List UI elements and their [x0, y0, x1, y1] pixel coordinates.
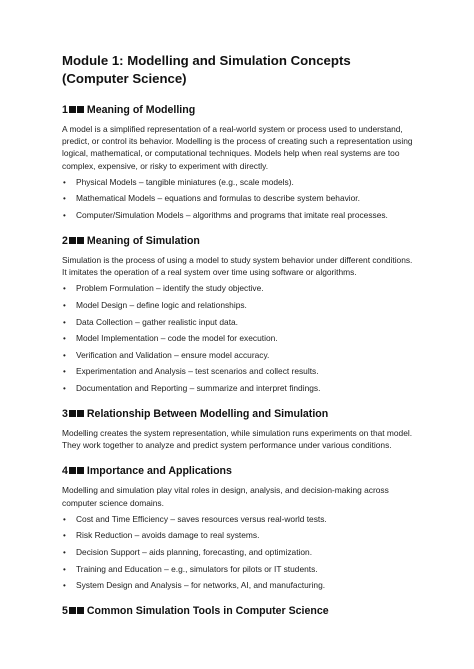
section-number: 2 — [62, 235, 68, 247]
bullet-icon: • — [63, 531, 66, 541]
section-title: Importance and Applications — [86, 465, 232, 478]
section-simulation-tools — [62, 604, 414, 618]
square-glyph-icon — [77, 607, 84, 614]
list-item-text: System Design and Analysis – for networks, AI, and manufacturing. — [76, 580, 326, 591]
bullet-icon: • — [63, 211, 66, 220]
bullet-icon: • — [63, 334, 66, 344]
section-relationship — [62, 407, 414, 451]
bullet-list — [62, 177, 414, 221]
list-item-text: Problem Formulation – identify the study objective. — [76, 283, 264, 294]
list-item-text: Training and Education – e.g., simulators for pilots or IT students. — [76, 563, 318, 574]
square-glyph-icon — [69, 237, 76, 244]
list-item — [62, 564, 414, 575]
section-number: 5 — [62, 605, 68, 618]
list-item — [62, 366, 414, 377]
section-paragraph: Modelling and simulation play vital roles in design, analysis, and decision-making across computer science domains. — [62, 485, 389, 508]
section-heading — [62, 103, 414, 117]
list-item — [62, 300, 414, 311]
square-glyph-icon — [69, 607, 76, 614]
list-item-text: Computer/Simulation Models – algorithms and programs that imitate real processes. — [76, 210, 388, 220]
section-number: 4 — [62, 465, 68, 478]
list-item-text: Decision Support – aids planning, forecasting, and optimization. — [76, 546, 313, 557]
bullet-list — [62, 514, 414, 591]
list-item — [62, 547, 414, 558]
bullet-icon: • — [63, 564, 66, 574]
list-item — [62, 514, 414, 525]
list-item-text: Model Design – define logic and relationships. — [76, 300, 247, 310]
list-item — [62, 383, 414, 394]
list-item-text: Model Implementation – code the model for execution. — [76, 333, 278, 344]
section-number: 1 — [62, 104, 68, 116]
document-title: Module 1: Modelling and Simulation Concepts (Computer Science) — [62, 53, 351, 86]
square-glyph-icon — [77, 410, 84, 417]
bullet-icon: • — [63, 581, 66, 591]
list-item-text: Cost and Time Efficiency – saves resources versus real-world tests. — [76, 513, 327, 524]
square-glyph-icon — [69, 410, 76, 417]
list-item-text: Verification and Validation – ensure model accuracy. — [76, 349, 270, 360]
list-item-text: Documentation and Reporting – summarize and interpret findings. — [76, 382, 321, 393]
bullet-icon: • — [63, 194, 66, 204]
bullet-icon: • — [63, 177, 66, 187]
square-glyph-icon — [77, 467, 84, 474]
list-item — [62, 283, 414, 294]
list-item-text: Risk Reduction – avoids damage to real systems. — [76, 530, 260, 541]
section-heading — [62, 464, 414, 478]
list-item — [62, 333, 414, 344]
list-item — [62, 177, 414, 188]
square-glyph-icon — [69, 467, 76, 474]
bullet-icon: • — [63, 367, 66, 377]
section-heading — [62, 407, 414, 421]
bullet-icon: • — [63, 301, 66, 310]
list-item — [62, 530, 414, 541]
bullet-icon: • — [63, 350, 66, 360]
section-title: Relationship Between Modelling and Simulation — [86, 407, 329, 420]
bullet-icon: • — [63, 317, 66, 327]
list-item — [62, 580, 414, 591]
list-item — [62, 193, 414, 204]
section-heading — [62, 604, 414, 618]
list-item-text: Mathematical Models – equations and formulas to describe system behavior. — [76, 193, 360, 204]
list-item-text: Physical Models – tangible miniatures (e.g., scale models). — [76, 176, 294, 187]
section-title: Meaning of Modelling — [86, 104, 196, 116]
section-title: Meaning of Simulation — [86, 235, 200, 247]
bullet-icon: • — [63, 514, 66, 524]
list-item-text: Experimentation and Analysis – test scenarios and collect results. — [76, 366, 319, 377]
list-item — [62, 350, 414, 361]
section-importance-and-applications — [62, 464, 414, 591]
square-glyph-icon — [77, 106, 84, 113]
section-paragraph: Modelling creates the system representation, while simulation runs experiments on that model. They work together to analyze and predict system performance under various conditions. — [62, 427, 413, 451]
bullet-list — [62, 283, 414, 394]
bullet-icon: • — [63, 547, 66, 557]
section-meaning-of-simulation — [62, 234, 414, 394]
section-heading — [62, 234, 414, 248]
bullet-icon: • — [63, 383, 66, 393]
square-glyph-icon — [69, 106, 76, 113]
section-paragraph: Simulation is the process of using a model to study system behavior under different conditions. It imitates the operation of a real system over time using software or algorithms. — [62, 255, 413, 278]
section-meaning-of-modelling — [62, 103, 414, 221]
section-number: 3 — [62, 407, 68, 420]
section-title: Common Simulation Tools in Computer Science — [86, 605, 329, 618]
list-item — [62, 210, 414, 221]
list-item — [62, 317, 414, 328]
list-item-text: Data Collection – gather realistic input data. — [76, 316, 239, 327]
square-glyph-icon — [77, 237, 84, 244]
section-paragraph: A model is a simplified representation of a real-world system or process used to understand, predict, or control its behavior. Modelling is the process of creating such a representation using logical, mathematical, or computational techniques. Models help when real systems are too complex, expensive, or risky to experiment with directly. — [62, 124, 413, 171]
bullet-icon: • — [63, 284, 66, 294]
